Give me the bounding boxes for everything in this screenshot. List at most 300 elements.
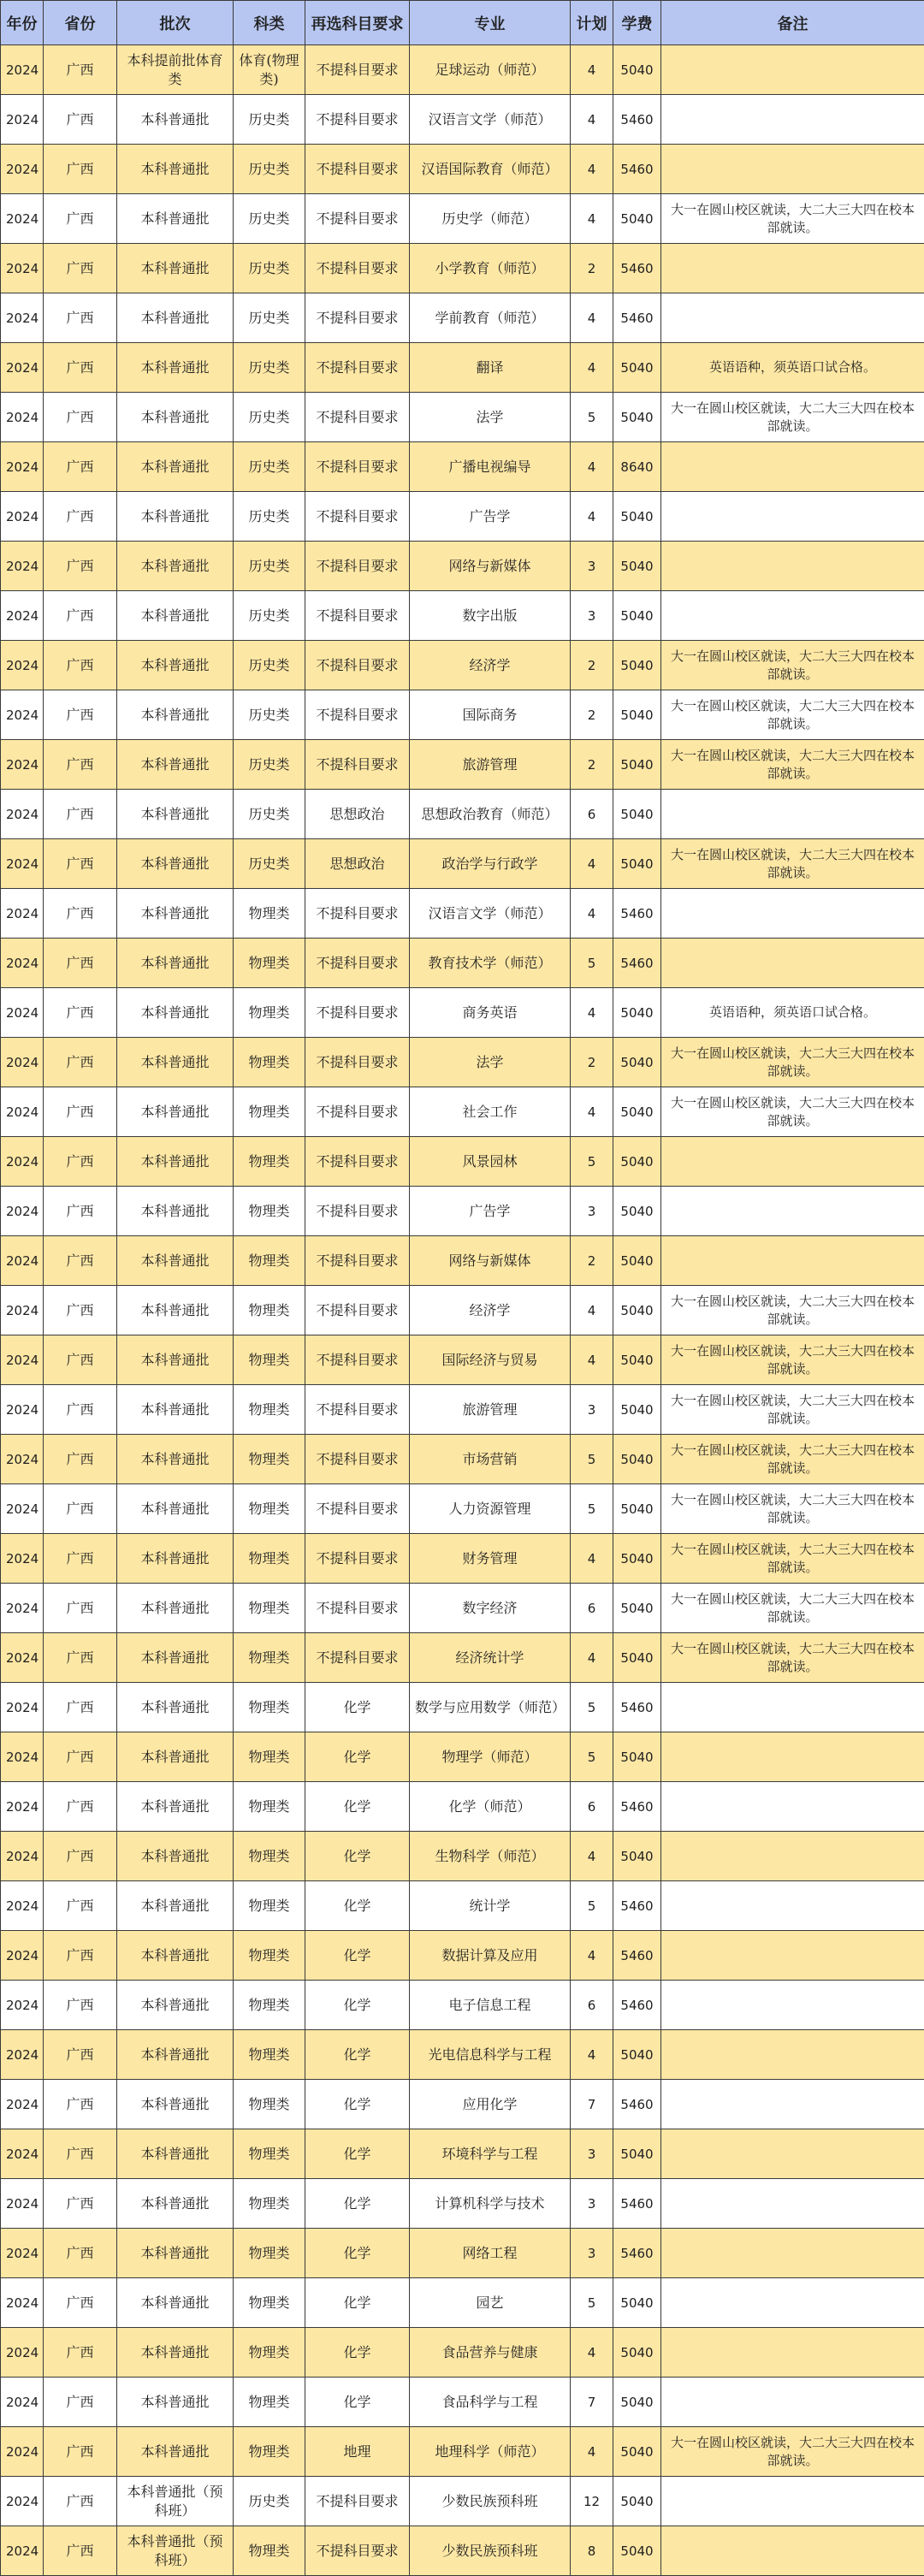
category-cell: 历史类: [234, 145, 305, 194]
plan-cell: 3: [571, 2229, 613, 2278]
table-row: [1, 145, 924, 194]
major-cell: 思想政治教育（师范）: [410, 790, 571, 839]
plan-cell: 7: [571, 2080, 613, 2129]
remarks-cell: [661, 2229, 924, 2278]
province-cell: 广西: [44, 1335, 117, 1385]
province-cell: 广西: [44, 393, 117, 442]
batch-cell: 本科普通批: [117, 194, 234, 244]
major-cell: 风景园林: [410, 1137, 571, 1187]
remarks-cell: [661, 95, 924, 145]
major-cell: 数据计算及应用: [410, 1931, 571, 1981]
table-row: [1, 1782, 924, 1832]
province-cell: 广西: [44, 2030, 117, 2080]
major-cell: 历史学（师范）: [410, 194, 571, 244]
tuition-cell: 5040: [613, 2477, 661, 2526]
remarks-cell: [661, 442, 924, 492]
category-cell: 物理类: [234, 1137, 305, 1187]
batch-cell: 本科普通批: [117, 442, 234, 492]
subject-requirement-cell: 化学: [305, 1683, 410, 1732]
tuition-cell: 5040: [613, 194, 661, 244]
tuition-cell: 5040: [613, 1087, 661, 1137]
tuition-cell: 5460: [613, 1931, 661, 1981]
category-cell: 物理类: [234, 2179, 305, 2229]
table-row: [1, 790, 924, 839]
category-cell: 物理类: [234, 889, 305, 939]
tuition-cell: 5460: [613, 244, 661, 293]
remarks-cell: [661, 790, 924, 839]
major-cell: 统计学: [410, 1881, 571, 1931]
subject-requirement-cell: 不提科目要求: [305, 95, 410, 145]
tuition-cell: 5040: [613, 641, 661, 690]
major-cell: 光电信息科学与工程: [410, 2030, 571, 2080]
province-cell: 广西: [44, 542, 117, 591]
year-cell: 2024: [1, 2030, 44, 2080]
subject-requirement-cell: 不提科目要求: [305, 1236, 410, 1286]
category-cell: 历史类: [234, 2477, 305, 2526]
table-row: [1, 1881, 924, 1931]
table-row: [1, 45, 924, 95]
remarks-cell: [661, 591, 924, 641]
subject-requirement-cell: 化学: [305, 2328, 410, 2378]
batch-cell: 本科普通批: [117, 1484, 234, 1534]
year-cell: 2024: [1, 2328, 44, 2378]
major-cell: 应用化学: [410, 2080, 571, 2129]
subject-requirement-cell: 化学: [305, 2179, 410, 2229]
remarks-cell: [661, 2278, 924, 2328]
category-cell: 物理类: [234, 2427, 305, 2477]
table-row: [1, 2229, 924, 2278]
batch-cell: 本科普通批（预科班）: [117, 2526, 234, 2576]
batch-cell: 本科普通批: [117, 2030, 234, 2080]
tuition-cell: 5040: [613, 839, 661, 889]
year-cell: 2024: [1, 1981, 44, 2030]
province-cell: 广西: [44, 2229, 117, 2278]
batch-cell: 本科普通批: [117, 1683, 234, 1732]
subject-requirement-cell: 不提科目要求: [305, 988, 410, 1038]
subject-requirement-cell: 不提科目要求: [305, 145, 410, 194]
header-subject-requirement: 再选科目要求: [305, 1, 410, 45]
province-cell: 广西: [44, 95, 117, 145]
tuition-cell: 5040: [613, 45, 661, 95]
category-cell: 物理类: [234, 1981, 305, 2030]
batch-cell: 本科普通批: [117, 1732, 234, 1782]
remarks-cell: 大一在圆山校区就读，大二大三大四在校本部就读。: [661, 740, 924, 790]
remarks-cell: [661, 2477, 924, 2526]
subject-requirement-cell: 不提科目要求: [305, 1385, 410, 1435]
remarks-cell: [661, 244, 924, 293]
subject-requirement-cell: 化学: [305, 2229, 410, 2278]
batch-cell: 本科普通批: [117, 1633, 234, 1683]
tuition-cell: 5040: [613, 2378, 661, 2427]
remarks-cell: 大一在圆山校区就读，大二大三大四在校本部就读。: [661, 1385, 924, 1435]
year-cell: 2024: [1, 1881, 44, 1931]
remarks-cell: 英语语种，须英语口试合格。: [661, 988, 924, 1038]
subject-requirement-cell: 不提科目要求: [305, 194, 410, 244]
plan-cell: 3: [571, 2129, 613, 2179]
year-cell: 2024: [1, 442, 44, 492]
subject-requirement-cell: 不提科目要求: [305, 1087, 410, 1137]
batch-cell: 本科普通批: [117, 2278, 234, 2328]
year-cell: 2024: [1, 45, 44, 95]
province-cell: 广西: [44, 2129, 117, 2179]
plan-cell: 4: [571, 1832, 613, 1881]
tuition-cell: 5040: [613, 343, 661, 393]
remarks-cell: 英语语种，须英语口试合格。: [661, 343, 924, 393]
plan-cell: 3: [571, 2179, 613, 2229]
year-cell: 2024: [1, 690, 44, 740]
tuition-cell: 5040: [613, 1584, 661, 1633]
plan-cell: 4: [571, 889, 613, 939]
tuition-cell: 5040: [613, 1633, 661, 1683]
major-cell: 汉语言文学（师范）: [410, 889, 571, 939]
tuition-cell: 5040: [613, 740, 661, 790]
plan-cell: 2: [571, 641, 613, 690]
year-cell: 2024: [1, 1732, 44, 1782]
remarks-cell: [661, 293, 924, 343]
tuition-cell: 5460: [613, 939, 661, 988]
table-row: [1, 1981, 924, 2030]
category-cell: 历史类: [234, 442, 305, 492]
category-cell: 历史类: [234, 194, 305, 244]
subject-requirement-cell: 不提科目要求: [305, 1137, 410, 1187]
category-cell: 历史类: [234, 839, 305, 889]
category-cell: 物理类: [234, 1633, 305, 1683]
remarks-cell: [661, 542, 924, 591]
category-cell: 物理类: [234, 1534, 305, 1584]
province-cell: 广西: [44, 1732, 117, 1782]
tuition-cell: 5460: [613, 1683, 661, 1732]
category-cell: 物理类: [234, 1484, 305, 1534]
remarks-cell: 大一在圆山校区就读，大二大三大四在校本部就读。: [661, 690, 924, 740]
plan-cell: 2: [571, 690, 613, 740]
tuition-cell: 5040: [613, 2328, 661, 2378]
batch-cell: 本科普通批: [117, 740, 234, 790]
batch-cell: 本科普通批: [117, 988, 234, 1038]
category-cell: 历史类: [234, 343, 305, 393]
table-row: [1, 244, 924, 293]
province-cell: 广西: [44, 1385, 117, 1435]
year-cell: 2024: [1, 839, 44, 889]
tuition-cell: 5040: [613, 790, 661, 839]
province-cell: 广西: [44, 939, 117, 988]
category-cell: 物理类: [234, 2278, 305, 2328]
header-major: 专业: [410, 1, 571, 45]
batch-cell: 本科普通批: [117, 244, 234, 293]
batch-cell: 本科普通批: [117, 1881, 234, 1931]
province-cell: 广西: [44, 889, 117, 939]
table-row: [1, 2179, 924, 2229]
major-cell: 法学: [410, 393, 571, 442]
subject-requirement-cell: 不提科目要求: [305, 939, 410, 988]
major-cell: 社会工作: [410, 1087, 571, 1137]
table-row: [1, 343, 924, 393]
province-cell: 广西: [44, 2526, 117, 2576]
major-cell: 广告学: [410, 1187, 571, 1236]
remarks-cell: [661, 2080, 924, 2129]
batch-cell: 本科普通批: [117, 492, 234, 542]
table-row: [1, 1385, 924, 1435]
tuition-cell: 5040: [613, 1038, 661, 1087]
table-row: [1, 2427, 924, 2477]
category-cell: 物理类: [234, 1584, 305, 1633]
batch-cell: 本科普通批: [117, 641, 234, 690]
province-cell: 广西: [44, 1038, 117, 1087]
table-row: [1, 1584, 924, 1633]
plan-cell: 4: [571, 492, 613, 542]
province-cell: 广西: [44, 1782, 117, 1832]
remarks-cell: [661, 1881, 924, 1931]
batch-cell: 本科普通批: [117, 839, 234, 889]
major-cell: 物理学（师范）: [410, 1732, 571, 1782]
subject-requirement-cell: 不提科目要求: [305, 343, 410, 393]
batch-cell: 本科普通批: [117, 1435, 234, 1484]
table-row: [1, 641, 924, 690]
tuition-cell: 5040: [613, 2030, 661, 2080]
remarks-cell: [661, 2030, 924, 2080]
major-cell: 旅游管理: [410, 1385, 571, 1435]
remarks-cell: [661, 2378, 924, 2427]
remarks-cell: [661, 2526, 924, 2576]
tuition-cell: 5460: [613, 1782, 661, 1832]
header-remarks: 备注: [661, 1, 924, 45]
tuition-cell: 5040: [613, 2129, 661, 2179]
subject-requirement-cell: 不提科目要求: [305, 45, 410, 95]
tuition-cell: 5460: [613, 145, 661, 194]
category-cell: 历史类: [234, 293, 305, 343]
major-cell: 化学（师范）: [410, 1782, 571, 1832]
category-cell: 物理类: [234, 1782, 305, 1832]
plan-cell: 7: [571, 2378, 613, 2427]
category-cell: 物理类: [234, 1087, 305, 1137]
subject-requirement-cell: 不提科目要求: [305, 2526, 410, 2576]
tuition-cell: 5460: [613, 293, 661, 343]
category-cell: 物理类: [234, 1732, 305, 1782]
tuition-cell: 5040: [613, 988, 661, 1038]
category-cell: 历史类: [234, 393, 305, 442]
table-row: [1, 1236, 924, 1286]
batch-cell: 本科普通批: [117, 393, 234, 442]
major-cell: 市场营销: [410, 1435, 571, 1484]
major-cell: 食品营养与健康: [410, 2328, 571, 2378]
remarks-cell: [661, 1137, 924, 1187]
remarks-cell: 大一在圆山校区就读，大二大三大四在校本部就读。: [661, 1038, 924, 1087]
year-cell: 2024: [1, 2129, 44, 2179]
year-cell: 2024: [1, 1087, 44, 1137]
tuition-cell: 5040: [613, 2526, 661, 2576]
province-cell: 广西: [44, 1137, 117, 1187]
batch-cell: 本科普通批: [117, 1832, 234, 1881]
province-cell: 广西: [44, 1633, 117, 1683]
plan-cell: 5: [571, 393, 613, 442]
major-cell: 食品科学与工程: [410, 2378, 571, 2427]
header-year: 年份: [1, 1, 44, 45]
remarks-cell: [661, 939, 924, 988]
year-cell: 2024: [1, 542, 44, 591]
year-cell: 2024: [1, 2378, 44, 2427]
plan-cell: 5: [571, 939, 613, 988]
province-cell: 广西: [44, 1286, 117, 1335]
category-cell: 物理类: [234, 1832, 305, 1881]
plan-cell: 6: [571, 1981, 613, 2030]
tuition-cell: 5460: [613, 889, 661, 939]
category-cell: 物理类: [234, 1385, 305, 1435]
major-cell: 广播电视编导: [410, 442, 571, 492]
province-cell: 广西: [44, 2080, 117, 2129]
province-cell: 广西: [44, 790, 117, 839]
batch-cell: 本科普通批: [117, 1335, 234, 1385]
remarks-cell: 大一在圆山校区就读，大二大三大四在校本部就读。: [661, 1584, 924, 1633]
major-cell: 财务管理: [410, 1534, 571, 1584]
major-cell: 少数民族预科班: [410, 2477, 571, 2526]
major-cell: 环境科学与工程: [410, 2129, 571, 2179]
major-cell: 经济统计学: [410, 1633, 571, 1683]
table-row: [1, 2526, 924, 2576]
year-cell: 2024: [1, 2526, 44, 2576]
batch-cell: 本科普通批: [117, 2427, 234, 2477]
plan-cell: 5: [571, 1881, 613, 1931]
category-cell: 体育(物理类): [234, 45, 305, 95]
plan-cell: 3: [571, 542, 613, 591]
remarks-cell: 大一在圆山校区就读，大二大三大四在校本部就读。: [661, 839, 924, 889]
header-tuition: 学费: [613, 1, 661, 45]
plan-cell: 5: [571, 1683, 613, 1732]
plan-cell: 5: [571, 1484, 613, 1534]
batch-cell: 本科普通批: [117, 2229, 234, 2278]
subject-requirement-cell: 不提科目要求: [305, 2477, 410, 2526]
table-row: [1, 194, 924, 244]
subject-requirement-cell: 不提科目要求: [305, 442, 410, 492]
province-cell: 广西: [44, 45, 117, 95]
year-cell: 2024: [1, 393, 44, 442]
year-cell: 2024: [1, 889, 44, 939]
major-cell: 地理科学（师范）: [410, 2427, 571, 2477]
province-cell: 广西: [44, 2427, 117, 2477]
year-cell: 2024: [1, 1584, 44, 1633]
major-cell: 教育技术学（师范）: [410, 939, 571, 988]
major-cell: 网络与新媒体: [410, 542, 571, 591]
plan-cell: 2: [571, 1236, 613, 1286]
table-row: [1, 1931, 924, 1981]
remarks-cell: [661, 145, 924, 194]
year-cell: 2024: [1, 194, 44, 244]
batch-cell: 本科普通批: [117, 1584, 234, 1633]
category-cell: 物理类: [234, 939, 305, 988]
year-cell: 2024: [1, 1931, 44, 1981]
major-cell: 足球运动（师范）: [410, 45, 571, 95]
table-row: [1, 889, 924, 939]
province-cell: 广西: [44, 1584, 117, 1633]
batch-cell: 本科普通批: [117, 939, 234, 988]
tuition-cell: 5040: [613, 1286, 661, 1335]
plan-cell: 4: [571, 293, 613, 343]
batch-cell: 本科普通批: [117, 1038, 234, 1087]
subject-requirement-cell: 化学: [305, 1931, 410, 1981]
remarks-cell: 大一在圆山校区就读，大二大三大四在校本部就读。: [661, 1435, 924, 1484]
plan-cell: 4: [571, 1087, 613, 1137]
batch-cell: 本科提前批体育类: [117, 45, 234, 95]
major-cell: 经济学: [410, 641, 571, 690]
year-cell: 2024: [1, 2179, 44, 2229]
remarks-cell: 大一在圆山校区就读，大二大三大四在校本部就读。: [661, 2427, 924, 2477]
tuition-cell: 5040: [613, 1187, 661, 1236]
subject-requirement-cell: 不提科目要求: [305, 293, 410, 343]
tuition-cell: 5460: [613, 95, 661, 145]
province-cell: 广西: [44, 2477, 117, 2526]
province-cell: 广西: [44, 1484, 117, 1534]
year-cell: 2024: [1, 1683, 44, 1732]
tuition-cell: 5040: [613, 1534, 661, 1584]
province-cell: 广西: [44, 1832, 117, 1881]
subject-requirement-cell: 不提科目要求: [305, 1187, 410, 1236]
major-cell: 旅游管理: [410, 740, 571, 790]
category-cell: 历史类: [234, 244, 305, 293]
subject-requirement-cell: 化学: [305, 1832, 410, 1881]
tuition-cell: 5040: [613, 1435, 661, 1484]
header-province: 省份: [44, 1, 117, 45]
year-cell: 2024: [1, 2080, 44, 2129]
table-row: [1, 2477, 924, 2526]
year-cell: 2024: [1, 1484, 44, 1534]
tuition-cell: 5040: [613, 492, 661, 542]
tuition-cell: 5460: [613, 1981, 661, 2030]
remarks-cell: 大一在圆山校区就读，大二大三大四在校本部就读。: [661, 1286, 924, 1335]
year-cell: 2024: [1, 2477, 44, 2526]
category-cell: 物理类: [234, 1236, 305, 1286]
major-cell: 少数民族预科班: [410, 2526, 571, 2576]
plan-cell: 12: [571, 2477, 613, 2526]
subject-requirement-cell: 不提科目要求: [305, 1633, 410, 1683]
plan-cell: 4: [571, 95, 613, 145]
table-row: [1, 1683, 924, 1732]
table-body: [1, 45, 924, 2576]
category-cell: 物理类: [234, 2378, 305, 2427]
major-cell: 电子信息工程: [410, 1981, 571, 2030]
plan-cell: 4: [571, 1931, 613, 1981]
major-cell: 网络工程: [410, 2229, 571, 2278]
remarks-cell: [661, 1782, 924, 1832]
remarks-cell: 大一在圆山校区就读，大二大三大四在校本部就读。: [661, 1335, 924, 1385]
tuition-cell: 5040: [613, 542, 661, 591]
remarks-cell: [661, 1931, 924, 1981]
batch-cell: 本科普通批: [117, 542, 234, 591]
plan-cell: 4: [571, 145, 613, 194]
table-row: [1, 591, 924, 641]
table-row: [1, 988, 924, 1038]
major-cell: 数字出版: [410, 591, 571, 641]
plan-cell: 4: [571, 1534, 613, 1584]
subject-requirement-cell: 思想政治: [305, 839, 410, 889]
table-row: [1, 1087, 924, 1137]
tuition-cell: 5460: [613, 2229, 661, 2278]
tuition-cell: 5460: [613, 2179, 661, 2229]
category-cell: 物理类: [234, 2129, 305, 2179]
batch-cell: 本科普通批: [117, 293, 234, 343]
year-cell: 2024: [1, 790, 44, 839]
subject-requirement-cell: 不提科目要求: [305, 591, 410, 641]
subject-requirement-cell: 不提科目要求: [305, 1484, 410, 1534]
major-cell: 小学教育（师范）: [410, 244, 571, 293]
province-cell: 广西: [44, 641, 117, 690]
table-row: [1, 1435, 924, 1484]
batch-cell: 本科普通批: [117, 1931, 234, 1981]
year-cell: 2024: [1, 988, 44, 1038]
plan-cell: 4: [571, 343, 613, 393]
province-cell: 广西: [44, 492, 117, 542]
year-cell: 2024: [1, 1633, 44, 1683]
province-cell: 广西: [44, 2278, 117, 2328]
tuition-cell: 5460: [613, 2080, 661, 2129]
remarks-cell: [661, 45, 924, 95]
